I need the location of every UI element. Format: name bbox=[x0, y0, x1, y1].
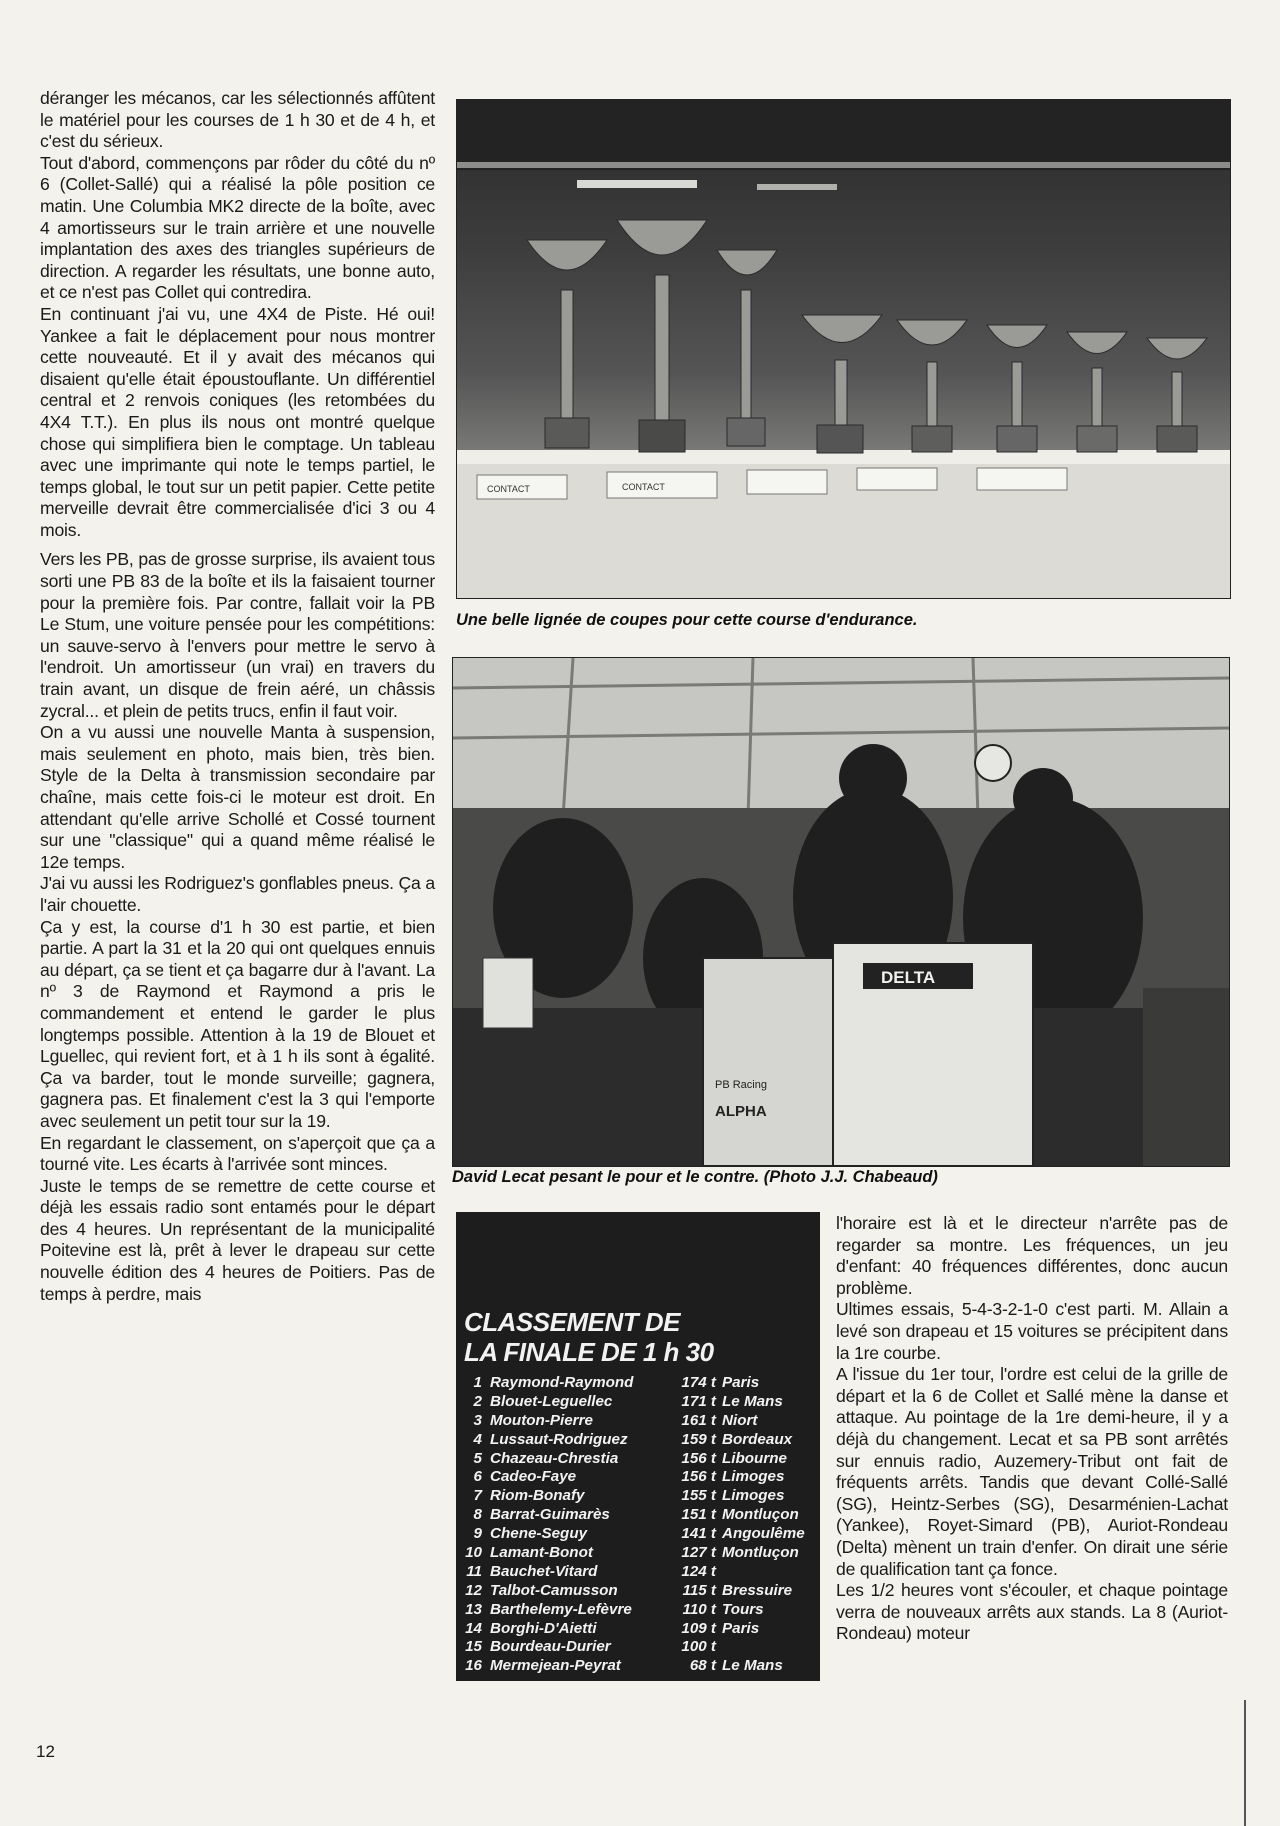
result-names: Bourdeau-Durier bbox=[490, 1638, 611, 1656]
result-names: Mouton-Pierre bbox=[490, 1411, 593, 1429]
pb-racing-case-label: PB Racing bbox=[715, 1079, 767, 1091]
trophies-caption: Une belle lignée de coupes pour cette course d'endurance. bbox=[456, 611, 918, 629]
result-city: Montluçon bbox=[722, 1506, 799, 1524]
result-laps: 109 t bbox=[681, 1619, 716, 1637]
result-row bbox=[456, 1620, 820, 1639]
result-rank: 1 bbox=[473, 1374, 482, 1391]
result-rank: 15 bbox=[465, 1638, 482, 1656]
result-row bbox=[456, 1450, 820, 1469]
result-row bbox=[456, 1412, 820, 1431]
result-laps: 174 t bbox=[681, 1374, 716, 1391]
result-city: Libourne bbox=[722, 1449, 787, 1467]
result-city: Bressuire bbox=[722, 1581, 793, 1599]
result-rank: 12 bbox=[465, 1581, 482, 1599]
result-names: Chene-Seguy bbox=[490, 1525, 588, 1543]
result-row bbox=[456, 1468, 820, 1487]
result-rank: 7 bbox=[473, 1487, 482, 1505]
result-row bbox=[456, 1431, 820, 1450]
classement-box bbox=[456, 1212, 820, 1681]
trophies-photo bbox=[456, 99, 1231, 599]
result-city: Paris bbox=[722, 1619, 760, 1637]
result-names: Lamant-Bonot bbox=[490, 1544, 593, 1562]
result-row bbox=[456, 1506, 820, 1525]
result-city: Limoges bbox=[722, 1468, 785, 1486]
result-laps: 171 t bbox=[681, 1392, 716, 1410]
paragraph-1: déranger les mécanos, car les sélectionnés affûtent le matériel pour les courses de 1 h 30 et de 4 h, et c'est du sérieux. bbox=[40, 88, 435, 152]
paragraph-2: Tout d'abord, commençons par rôder du côté du nº 6 (Collet-Sallé) qui a réalisé la pôle position ce matin. Une Columbia MK2 directe de la boîte, avec 4 amortisseurs sur le train arrière et une nouvelle implantation des axes des triangles supérieurs de direction. A regarder les résultats, une bonne auto, et ce n'est pas Collet qui contredira. bbox=[40, 152, 435, 303]
right-paragraph-3: A l'issue du 1er tour, l'ordre est celui de la grille de départ et la 6 de Collet et Sallé mène la danse et attaque. Au pointage de la 1re demi-heure, il y a déjà du changement. Lecat et sa PB sont arrêtés sur ennuis radio, Auzemery-Tribut ont fait de fréquents arrêts. Tandis que devant Collé-Sallé (SG), Heintz-Serbes (SG), Desarménien-Lachat (Yankee), Royet-Simard (PB), Auriot-Rondeau (Delta) mènent un train d'enfer. On dirait une série de qualification tant ça fonce. bbox=[836, 1364, 1228, 1579]
contact-card-label-2: CONTACT bbox=[622, 482, 665, 492]
result-row bbox=[456, 1544, 820, 1563]
result-names: Bauchet-Vitard bbox=[490, 1562, 598, 1580]
paragraph-7: Ça y est, la course d'1 h 30 est partie, et bien partie. A part la 31 et la 20 qui ont quelques ennuis au départ, ça se tient et ça bagarre dur à l'avant. La nº 3 de Raymond et Raymond a pris le commandement et entend le garder le plus longtemps possible. Attention à la 19 de Blouet et Lguellec, qui revient fort, et à 1 h ils sont à égalité. Ça va barder, tout le monde surveille; gagnera, gagnera pas. Et finalement c'est la 3 qui l'emporte avec seulement un petit tour sur la 19. bbox=[40, 916, 435, 1131]
left-article-column bbox=[40, 88, 435, 1305]
pit-area-photo bbox=[452, 657, 1230, 1167]
result-rank: 8 bbox=[473, 1506, 482, 1524]
contact-card-label: CONTACT bbox=[487, 484, 530, 494]
result-names: Talbot-Camusson bbox=[490, 1581, 618, 1599]
paragraph-5: On a vu aussi une nouvelle Manta à suspension, mais seulement en photo, mais bien, très bien. Style de la Delta à transmission secondaire par chaîne, mais cette fois-ci le moteur est droit. En attendant qu'elle arrive Schollé et Cossé tournent sur une "classique" qui a quand même réalisé le 12e temps. bbox=[40, 722, 435, 872]
paragraph-8: En regardant le classement, on s'aperçoit que ça a tourné vite. Les écarts à l'arrivée sont minces. bbox=[40, 1132, 435, 1175]
result-row bbox=[456, 1374, 820, 1393]
result-names: Cadeo-Faye bbox=[490, 1468, 577, 1486]
classement-title bbox=[464, 1307, 814, 1367]
result-city: Bordeaux bbox=[722, 1430, 793, 1448]
result-city: Niort bbox=[722, 1411, 758, 1429]
result-city: Montluçon bbox=[722, 1544, 799, 1562]
pit-area-illustration bbox=[453, 658, 1229, 1166]
page-number: 12 bbox=[36, 1742, 55, 1761]
result-row bbox=[456, 1393, 820, 1412]
result-rank: 10 bbox=[465, 1544, 482, 1562]
result-row bbox=[456, 1487, 820, 1506]
result-row bbox=[456, 1582, 820, 1601]
result-rank: 2 bbox=[473, 1392, 482, 1410]
paragraph-4: Vers les PB, pas de grosse surprise, ils avaient tous sorti une PB 83 de la boîte et ils la faisaient tourner pour la première fois. Par contre, fallait voir la PB Le Stum, une voiture pensée pour les compétitions: un sauve-servo à l'envers pour mettre le servo à l'endroit. Un amortisseur (un vrai) en travers du train avant, un disque de frein aéré, un châssis zycral... et plein de petits trucs, enfin il faut voir. bbox=[40, 549, 435, 721]
right-paragraph-1: l'horaire est là et le directeur n'arrête pas de regarder sa montre. Les fréquences, un jeu d'enfant: 40 fréquences différentes, donc aucun problème. bbox=[836, 1213, 1228, 1298]
result-laps: 141 t bbox=[681, 1525, 716, 1543]
result-rank: 14 bbox=[465, 1619, 482, 1637]
result-row bbox=[456, 1601, 820, 1620]
result-city: Le Mans bbox=[722, 1392, 783, 1410]
paragraph-3: En continuant j'ai vu, une 4X4 de Piste. Hé oui! Yankee a fait le déplacement pour nous montrer cette nouveauté. Et il y avait des mécanos qui disaient qu'elle était époustouflante. Un différentiel central et 2 renvois coniques (les retombées du 4X4 T.T.). En plus ils nous ont montré quelque chose qui simplifiera bien le comptage. Un tableau avec une imprimante qui note le temps partiel, le temps global, le tout sur un petit papier. Cette petite merveille devrait être commercialisée d'ici 3 ou 4 mois. bbox=[40, 303, 435, 540]
result-city: Angoulême bbox=[722, 1525, 805, 1543]
result-names: Riom-Bonafy bbox=[490, 1487, 585, 1505]
result-names: Barthelemy-Lefèvre bbox=[490, 1600, 632, 1618]
page-edge-rule bbox=[1244, 1700, 1246, 1826]
result-laps: 100 t bbox=[681, 1638, 716, 1656]
result-names: Borghi-D'Aietti bbox=[490, 1619, 597, 1637]
result-city: Le Mans bbox=[722, 1657, 783, 1675]
result-row bbox=[456, 1525, 820, 1544]
right-paragraph-4: Les 1/2 heures vont s'écouler, et chaque pointage verra de nouveaux arrêts aux stands. La 8 (Auriot-Rondeau) moteur bbox=[836, 1580, 1228, 1644]
classement-title-line-1: CLASSEMENT DE bbox=[464, 1307, 680, 1337]
pit-area-caption: David Lecat pesant le pour et le contre. (Photo J.J. Chabeaud) bbox=[452, 1168, 938, 1186]
result-city: Limoges bbox=[722, 1487, 785, 1505]
result-names: Lussaut-Rodriguez bbox=[490, 1430, 628, 1448]
result-laps: 161 t bbox=[681, 1411, 716, 1429]
result-names: Raymond-Raymond bbox=[490, 1374, 634, 1391]
result-laps: 159 t bbox=[681, 1430, 716, 1448]
result-laps: 115 t bbox=[682, 1581, 716, 1599]
result-row bbox=[456, 1657, 820, 1676]
paragraph-6: J'ai vu aussi les Rodriguez's gonflables pneus. Ça a l'air chouette. bbox=[40, 873, 435, 915]
result-rank: 16 bbox=[465, 1657, 482, 1675]
result-laps: 156 t bbox=[681, 1449, 716, 1467]
result-rank: 6 bbox=[473, 1468, 482, 1486]
right-article-column bbox=[836, 1213, 1228, 1645]
result-laps: 110 t bbox=[682, 1600, 716, 1618]
result-names: Mermejean-Peyrat bbox=[490, 1657, 621, 1675]
classement-title-line-2: LA FINALE DE 1 h 30 bbox=[464, 1337, 714, 1367]
result-rank: 9 bbox=[473, 1525, 482, 1543]
result-laps: 124 t bbox=[681, 1562, 716, 1580]
right-paragraph-2: Ultimes essais, 5-4-3-2-1-0 c'est parti. M. Allain a levé son drapeau et 15 voitures se précipitent dans la 1re courbe. bbox=[836, 1299, 1228, 1363]
result-rank: 11 bbox=[466, 1562, 482, 1580]
result-rank: 4 bbox=[473, 1430, 482, 1448]
result-rank: 13 bbox=[465, 1600, 482, 1618]
alpha-case-label: ALPHA bbox=[715, 1103, 767, 1120]
classement-results bbox=[456, 1374, 820, 1676]
result-laps: 151 t bbox=[681, 1506, 716, 1524]
result-city: Paris bbox=[722, 1374, 760, 1391]
result-laps: 156 t bbox=[681, 1468, 716, 1486]
result-laps: 68 t bbox=[689, 1657, 716, 1675]
result-names: Blouet-Leguellec bbox=[490, 1392, 613, 1410]
result-names: Barrat-Guimarès bbox=[490, 1506, 610, 1524]
result-city: Tours bbox=[722, 1600, 764, 1618]
result-rank: 3 bbox=[473, 1411, 482, 1429]
delta-case-label: DELTA bbox=[881, 968, 936, 987]
paragraph-9: Juste le temps de se remettre de cette course et déjà les essais radio sont entamés pour le départ des 4 heures. Un représentant de la municipalité Poitevine est là, prêt à lever le drapeau sur cette nouvelle édition des 4 heures de Poitiers. Pas de temps à perdre, mais bbox=[40, 1175, 435, 1304]
result-row bbox=[456, 1638, 820, 1657]
result-laps: 127 t bbox=[681, 1544, 716, 1562]
result-rank: 5 bbox=[473, 1449, 482, 1467]
result-laps: 155 t bbox=[681, 1487, 716, 1505]
result-names: Chazeau-Chrestia bbox=[490, 1449, 619, 1467]
trophies-illustration bbox=[457, 100, 1230, 598]
result-row bbox=[456, 1563, 820, 1582]
